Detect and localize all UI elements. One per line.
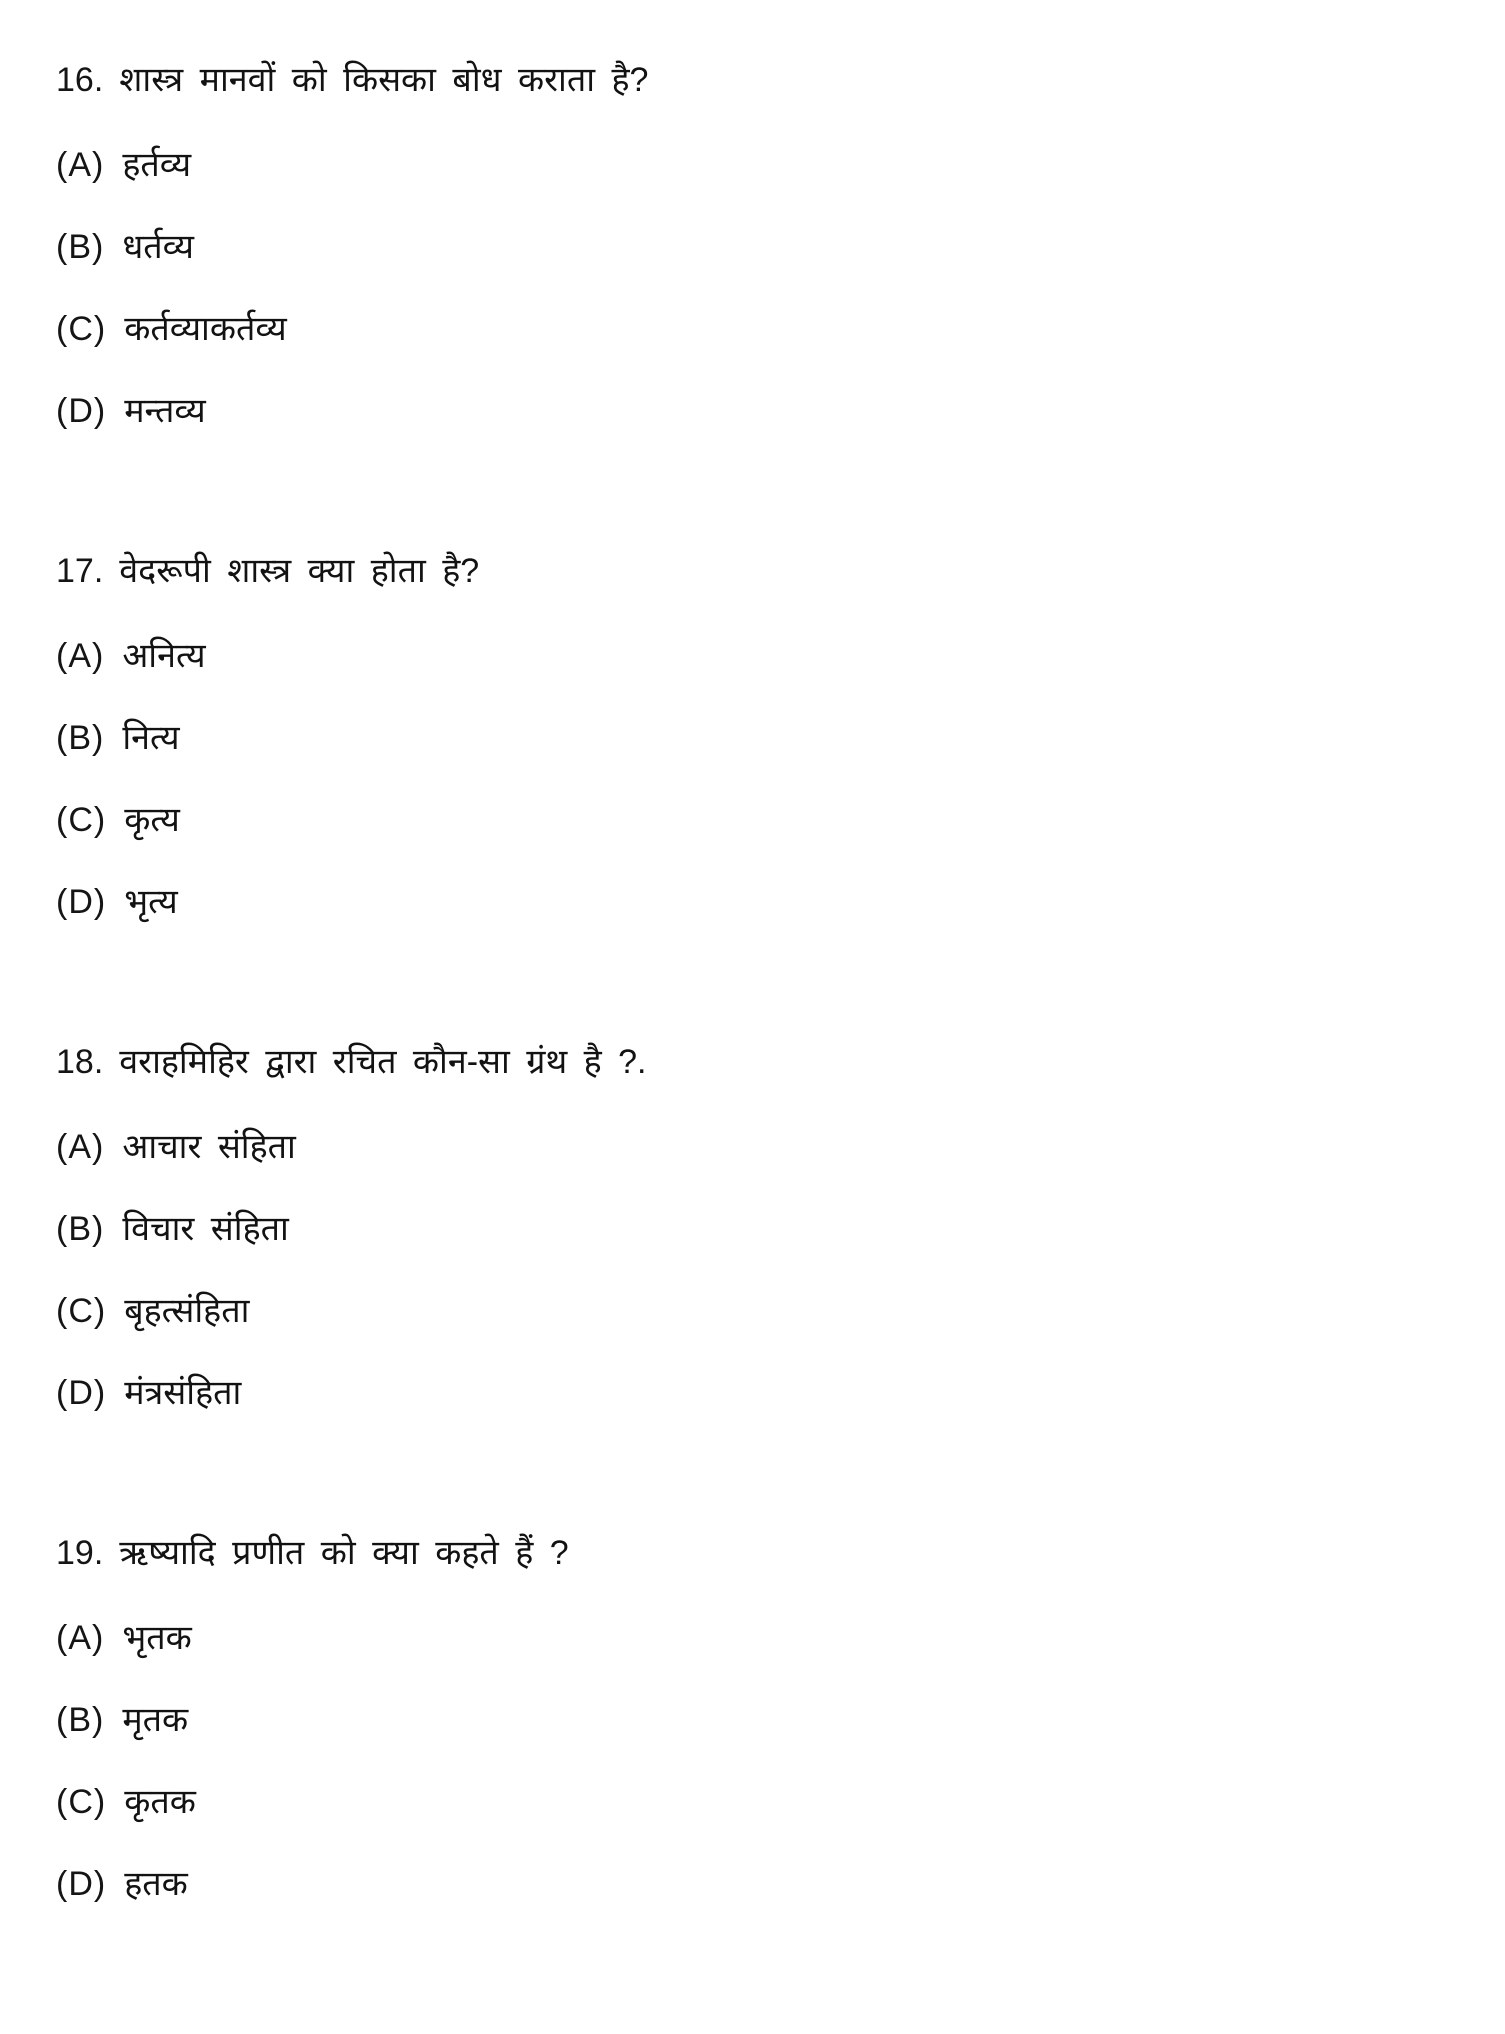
option-d-text: हतक bbox=[124, 1865, 188, 1903]
question-18-option-c bbox=[56, 1287, 1465, 1335]
option-b-label: (B) bbox=[56, 228, 105, 266]
option-a-text: अनित्य bbox=[122, 637, 206, 675]
question-17-option-b bbox=[56, 714, 1465, 762]
question-17-option-d bbox=[56, 878, 1465, 926]
option-c-text: कृत्य bbox=[124, 801, 180, 839]
option-a-label: (A) bbox=[56, 637, 105, 675]
option-a-label: (A) bbox=[56, 1128, 105, 1166]
option-a-label: (A) bbox=[56, 146, 105, 184]
option-d-label: (D) bbox=[56, 1374, 107, 1412]
option-d-text: भृत्य bbox=[124, 883, 178, 921]
option-d-label: (D) bbox=[56, 883, 107, 921]
option-b-text: धर्तव्य bbox=[122, 228, 194, 266]
question-17-text: वेदरूपी शास्त्र क्या होता है? bbox=[119, 552, 480, 590]
option-a-label: (A) bbox=[56, 1619, 105, 1657]
option-c-text: कृतक bbox=[124, 1783, 196, 1821]
question-18-text: वराहमिहिर द्वारा रचित कौन-सा ग्रंथ है ?. bbox=[119, 1043, 647, 1081]
option-d-text: मन्तव्य bbox=[124, 392, 206, 430]
option-b-text: नित्य bbox=[122, 719, 180, 757]
question-19-option-d bbox=[56, 1860, 1465, 1908]
option-b-label: (B) bbox=[56, 1210, 105, 1248]
option-c-label: (C) bbox=[56, 801, 107, 839]
question-16-number: 16. bbox=[56, 61, 104, 99]
question-18 bbox=[56, 1038, 1465, 1417]
question-18-option-a bbox=[56, 1123, 1465, 1171]
option-b-text: विचार संहिता bbox=[122, 1210, 289, 1248]
question-19-number: 19. bbox=[56, 1534, 104, 1572]
question-17-option-c bbox=[56, 796, 1465, 844]
question-19-option-a bbox=[56, 1614, 1465, 1662]
question-19-option-c bbox=[56, 1778, 1465, 1826]
option-d-label: (D) bbox=[56, 1865, 107, 1903]
question-16-line bbox=[56, 56, 1465, 104]
question-16-option-d bbox=[56, 387, 1465, 435]
question-19-text: ऋष्यादि प्रणीत को क्या कहते हैं ? bbox=[119, 1534, 569, 1572]
option-c-label: (C) bbox=[56, 1292, 107, 1330]
question-18-option-d bbox=[56, 1369, 1465, 1417]
option-b-text: मृतक bbox=[122, 1701, 189, 1739]
question-16-text: शास्त्र मानवों को किसका बोध कराता है? bbox=[119, 61, 649, 99]
question-16-option-a bbox=[56, 141, 1465, 189]
question-17-line bbox=[56, 547, 1465, 595]
question-19-option-b bbox=[56, 1696, 1465, 1744]
question-16 bbox=[56, 56, 1465, 435]
option-a-text: हर्तव्य bbox=[122, 146, 192, 184]
option-a-text: आचार संहिता bbox=[122, 1128, 296, 1166]
option-c-label: (C) bbox=[56, 310, 107, 348]
question-17-option-a bbox=[56, 632, 1465, 680]
option-c-text: बृहत्संहिता bbox=[124, 1292, 250, 1330]
option-d-label: (D) bbox=[56, 392, 107, 430]
option-a-text: भृतक bbox=[122, 1619, 192, 1657]
question-16-option-b bbox=[56, 223, 1465, 271]
question-18-number: 18. bbox=[56, 1043, 104, 1081]
question-17 bbox=[56, 547, 1465, 926]
option-c-label: (C) bbox=[56, 1783, 107, 1821]
question-17-number: 17. bbox=[56, 552, 104, 590]
question-18-line bbox=[56, 1038, 1465, 1086]
question-16-option-c bbox=[56, 305, 1465, 353]
option-b-label: (B) bbox=[56, 719, 105, 757]
question-18-option-b bbox=[56, 1205, 1465, 1253]
question-19-line bbox=[56, 1529, 1465, 1577]
question-19 bbox=[56, 1529, 1465, 1908]
option-c-text: कर्तव्याकर्तव्य bbox=[124, 310, 287, 348]
option-b-label: (B) bbox=[56, 1701, 105, 1739]
option-d-text: मंत्रसंहिता bbox=[124, 1374, 242, 1412]
